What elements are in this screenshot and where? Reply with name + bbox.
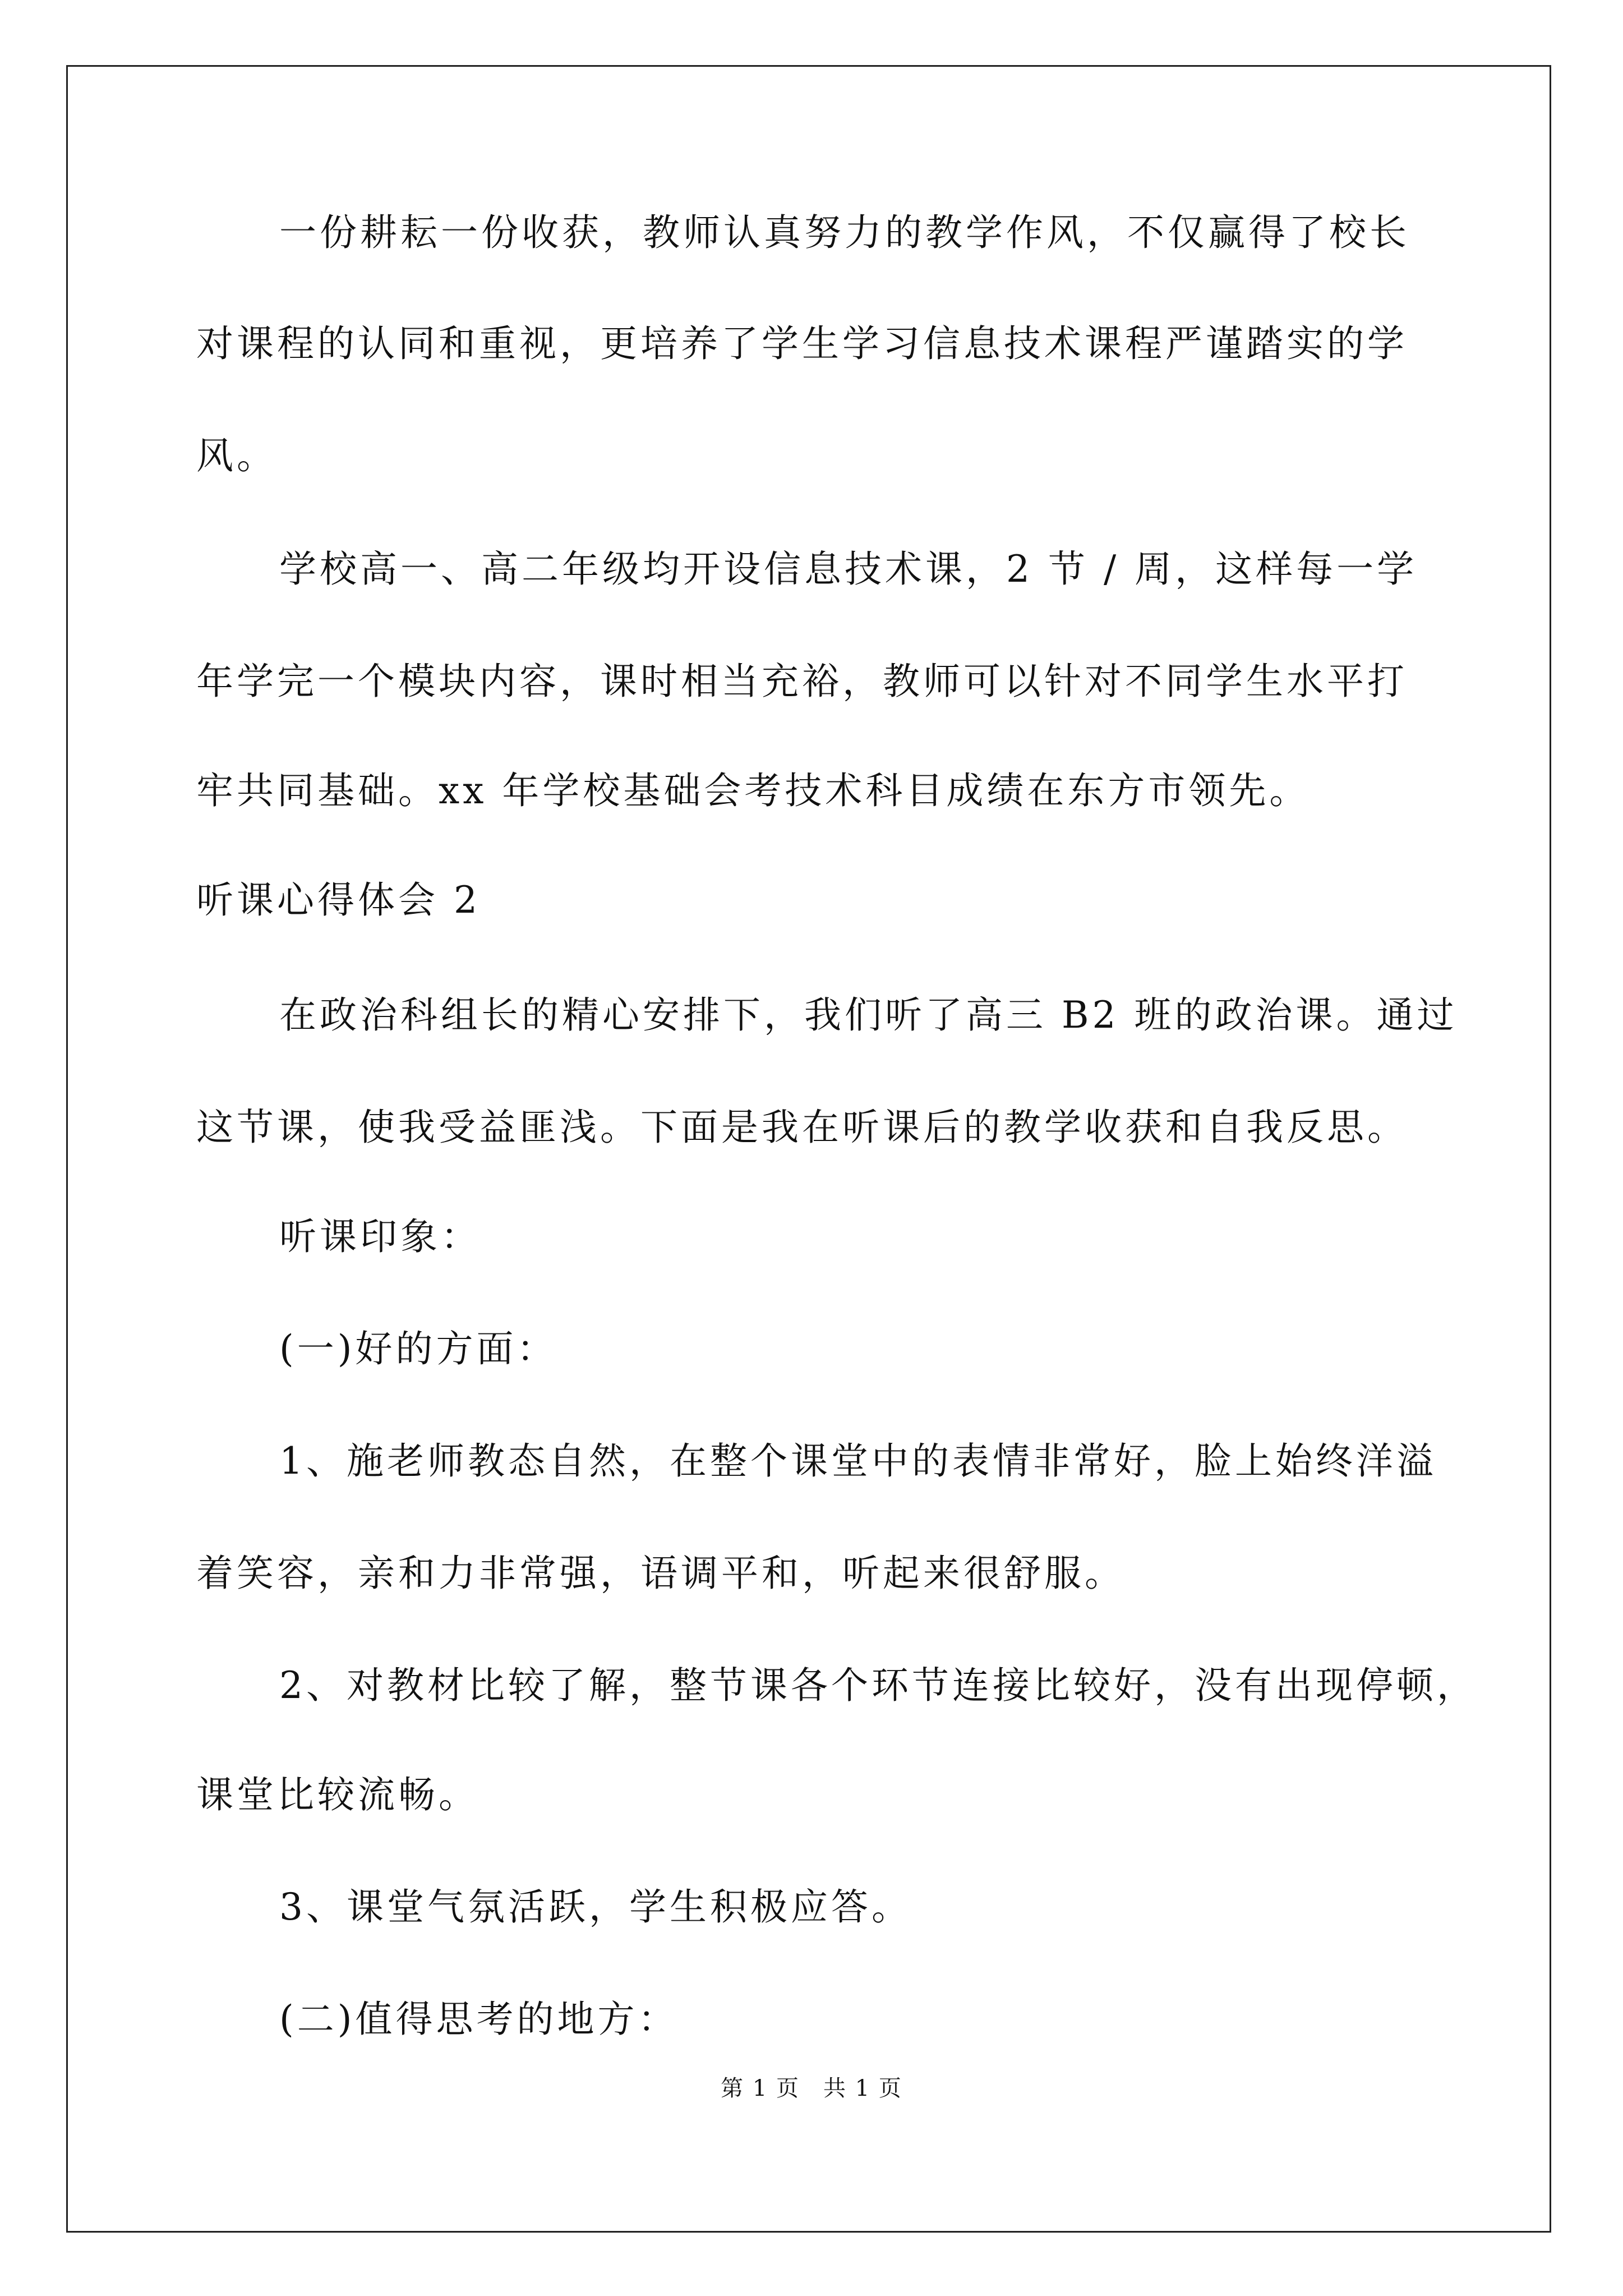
point-3-line-1: 3、课堂气氛活跃，学生积极应答。 (279, 1885, 912, 1929)
impression-label: 听课印象： (279, 1215, 481, 1258)
page-footer: 第 1 页 共 1 页 (721, 2076, 902, 2101)
reflection-heading: (二)值得思考的地方： (279, 1998, 679, 2041)
section-heading: 听课心得体会 2 (196, 878, 481, 922)
paragraph-1-line-3: 风。 (196, 434, 277, 477)
paragraph-2-line-2: 年学完一个模块内容，课时相当充裕，教师可以针对不同学生水平打 (196, 660, 1408, 703)
paragraph-1-line-1: 一份耕耘一份收获，教师认真努力的教学作风，不仅赢得了校长 (279, 211, 1410, 254)
paragraph-2-line-1: 学校高一、高二年级均开设信息技术课，2 节 / 周，这样每一学 (279, 547, 1418, 591)
good-aspects-heading: (一)好的方面： (279, 1327, 557, 1370)
point-2-line-1: 2、对教材比较了解，整节课各个环节连接比较好，没有出现停顿， (279, 1664, 1477, 1707)
paragraph-3-line-2: 这节课，使我受益匪浅。下面是我在听课后的教学收获和自我反思。 (196, 1106, 1408, 1149)
point-2-line-2: 课堂比较流畅。 (196, 1773, 479, 1816)
paragraph-1-line-2: 对课程的认同和重视，更培养了学生学习信息技术课程严谨踏实的学 (196, 322, 1408, 365)
point-1-line-1: 1、施老师教态自然，在整个课堂中的表情非常好，脸上始终洋溢 (279, 1439, 1437, 1483)
paragraph-3-line-1: 在政治科组长的精心安排下，我们听了高三 B2 班的政治课。通过 (279, 993, 1458, 1037)
paragraph-2-line-3: 牢共同基础。xx 年学校基础会考技术科目成绩在东方市领先。 (196, 769, 1310, 812)
point-1-line-2: 着笑容，亲和力非常强，语调平和，听起来很舒服。 (196, 1552, 1125, 1595)
